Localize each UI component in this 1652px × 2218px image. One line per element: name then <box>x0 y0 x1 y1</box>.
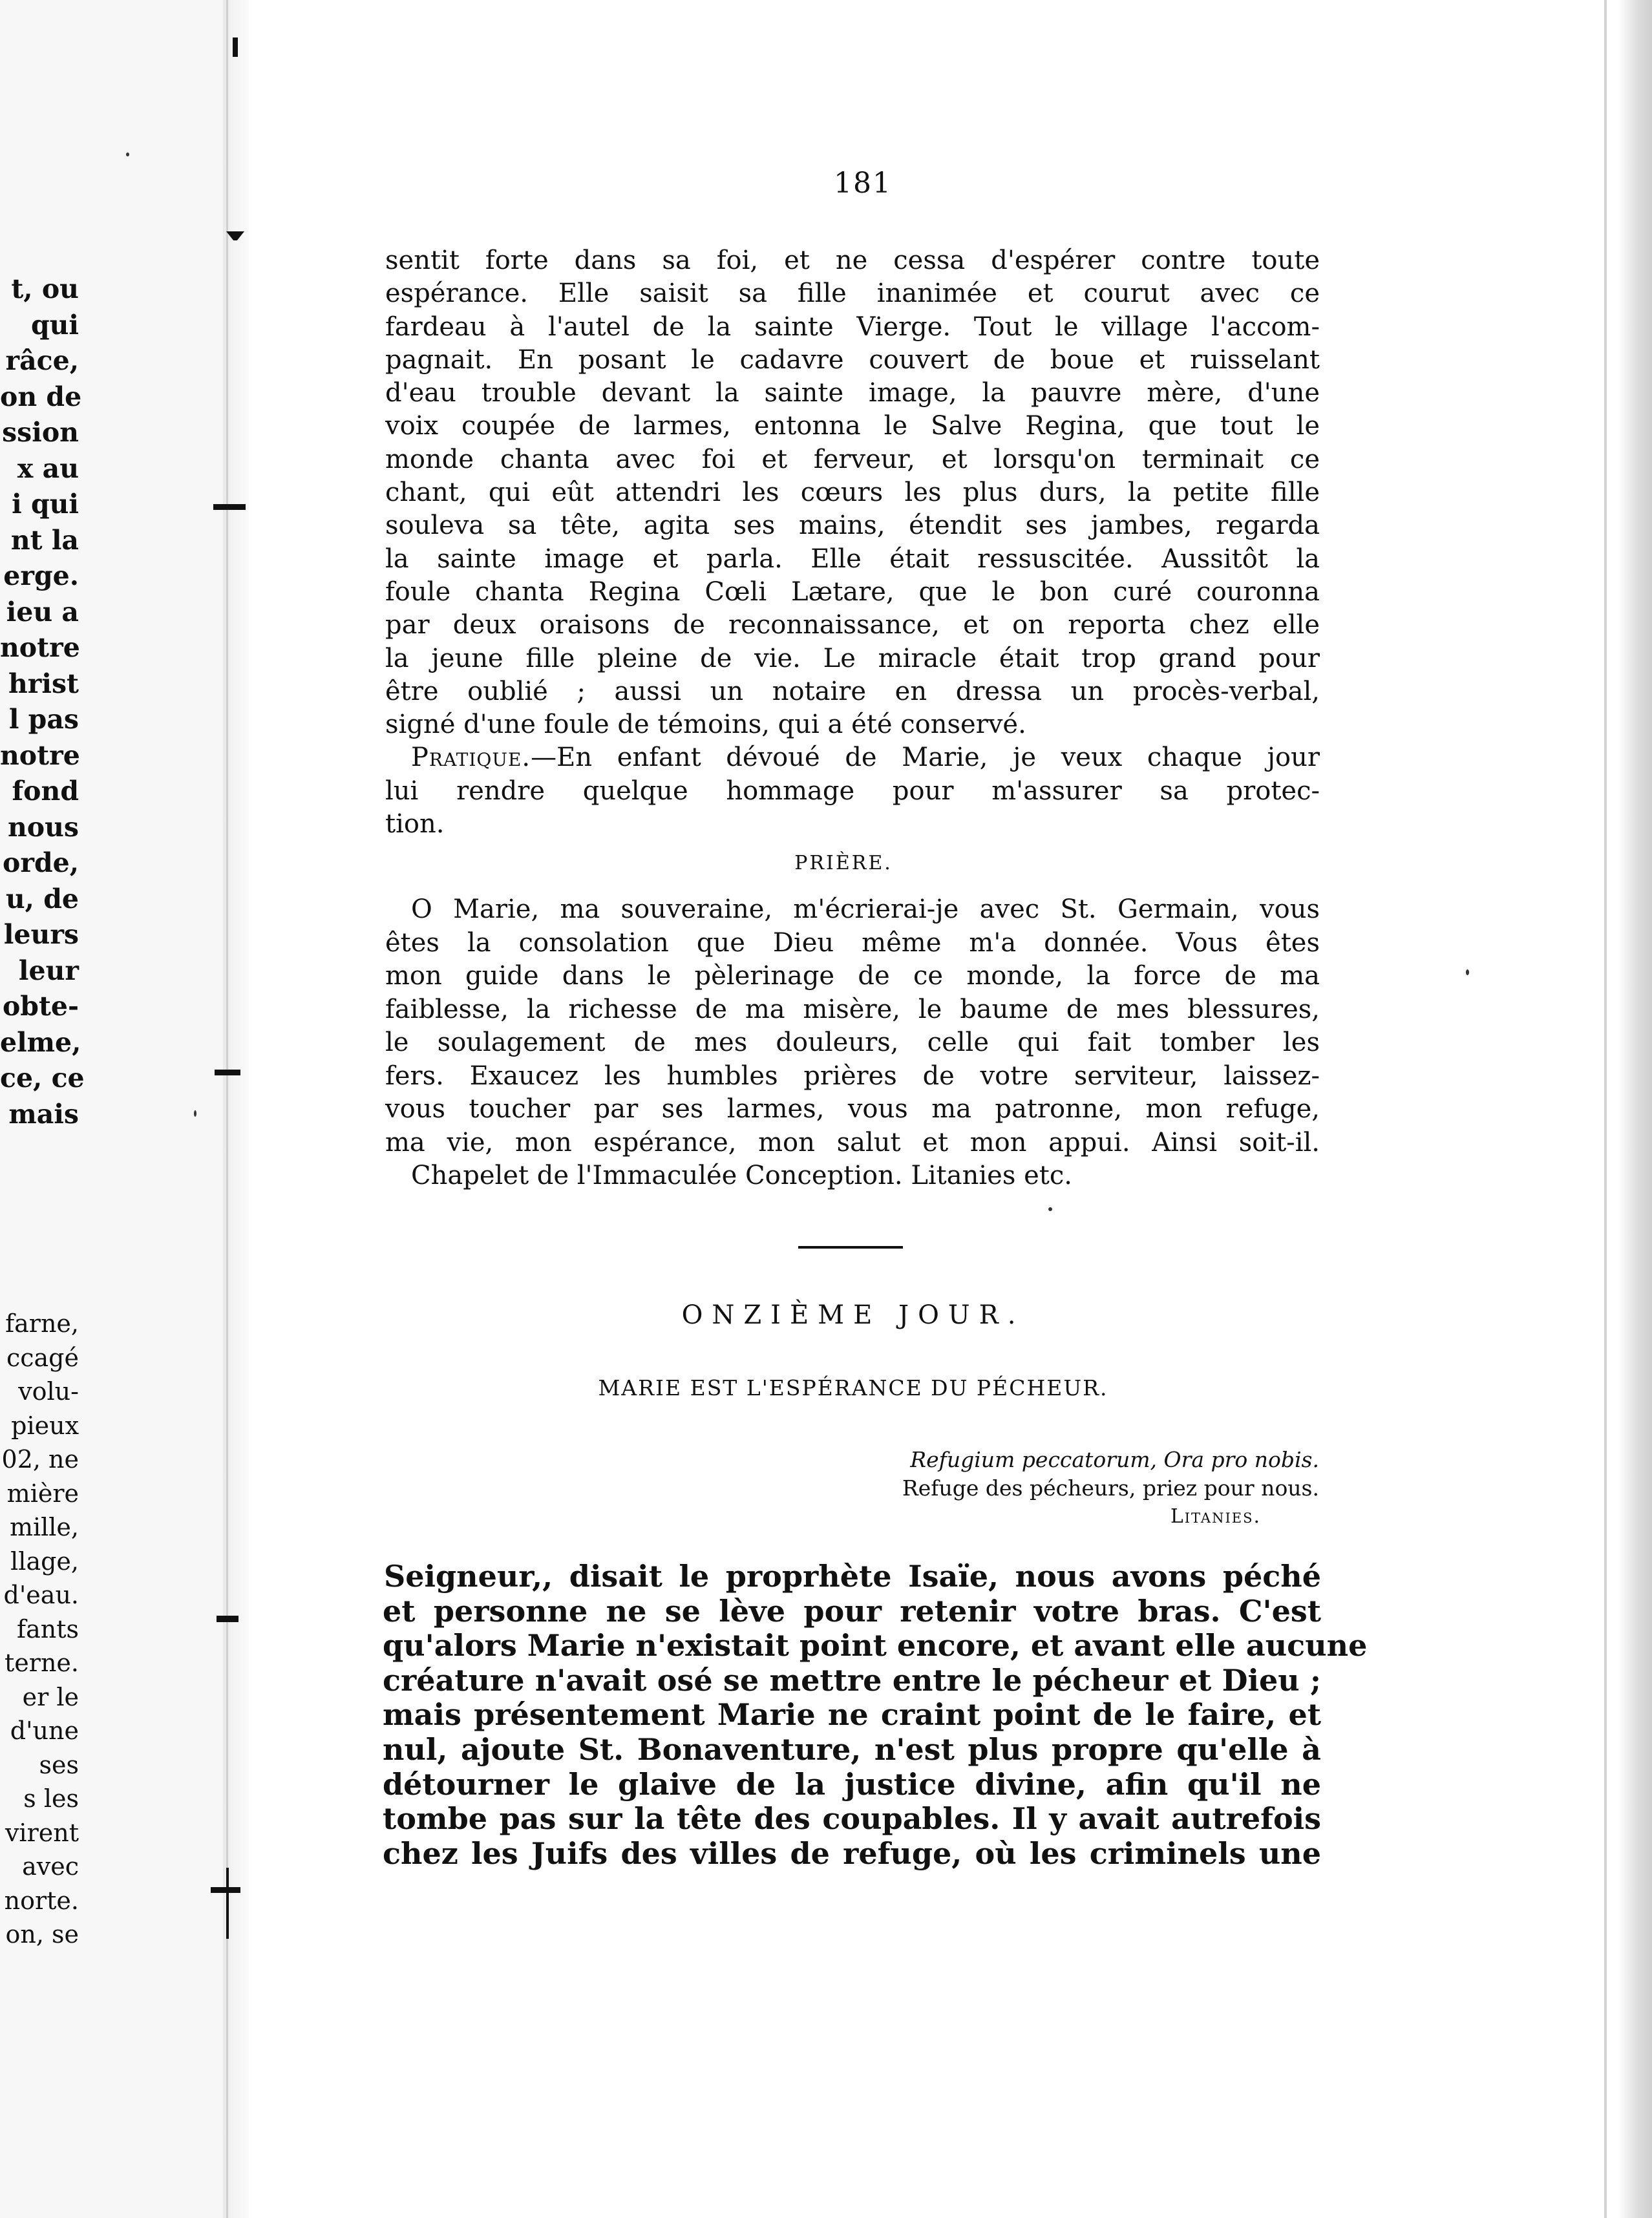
chapter-title: ONZIÈME JOUR. <box>681 1300 1025 1330</box>
facing-page-text-upper <box>0 271 85 1132</box>
print-speck <box>126 153 129 156</box>
binding-mark <box>213 504 246 510</box>
text-line: créature n'avait osé se mettre entre le pécheur et Dieu ; <box>383 1662 1321 1698</box>
facing-page-text-lower <box>0 1307 79 1952</box>
text-line: le soulagement de mes douleurs, celle qui fait tomber les <box>385 1028 1320 1057</box>
text-line: voix coupée de larmes, entonna le Salve Regina, que tout le <box>385 411 1320 441</box>
text-line: mille, <box>9 1513 79 1541</box>
binding-mark <box>211 1887 240 1893</box>
text-line: virent <box>5 1818 79 1847</box>
text-line: nul, ajoute St. Bonaventure, n'est plus propre qu'elle à <box>383 1731 1321 1767</box>
text-line: x au <box>17 452 79 484</box>
text-line: monde chanta avec foi et ferveur, et lorsqu'on terminait ce <box>385 444 1320 474</box>
binding-mark <box>233 37 238 57</box>
text-line: détourner le glaive de la justice divine, afin qu'il ne <box>383 1766 1321 1802</box>
text-line: souleva sa tête, agita ses mains, étendit ses jambes, regarda <box>385 511 1320 541</box>
text-line: mais présentement Marie ne craint point de le faire, et <box>383 1697 1321 1733</box>
text-line: on, se <box>5 1920 79 1949</box>
pratique-text: —En enfant dévoué de Marie, je veux chaque jour <box>531 743 1320 773</box>
text-line: foule chanta Regina Cœli Lætare, que le bon curé couronna <box>385 576 1320 607</box>
page-edge <box>1618 0 1652 2218</box>
text-line: et personne ne se lève pour retenir votre bras. C'est <box>383 1593 1321 1629</box>
text-line: ses <box>39 1750 79 1779</box>
epigraph-latin: Refugium peccatorum, Ora pro nobis. <box>910 1447 1319 1472</box>
text-line: avec <box>22 1852 79 1881</box>
text-line: s les <box>23 1784 79 1813</box>
text-line: qui <box>30 309 79 341</box>
text-line: on de <box>0 381 82 412</box>
text-line: tion. <box>385 809 445 840</box>
text-line: chant, qui eût attendri les cœurs les plus durs, la petite fille <box>385 478 1320 508</box>
text-line: mon guide dans le pèlerinage de ce monde, la force de ma <box>385 961 1320 991</box>
text-line: Chapelet de l'Immaculée Conception. Litanies etc. <box>411 1161 1072 1190</box>
text-line: t, ou <box>11 273 79 304</box>
text-line: râce, <box>5 345 79 376</box>
text-line: la jeune fille pleine de vie. Le miracle était trop grand pour <box>385 643 1320 673</box>
text-line: ssion <box>2 417 79 448</box>
text-line: llage, <box>10 1547 79 1576</box>
text-line: farne, <box>5 1309 79 1338</box>
text-line: l pas <box>8 704 79 735</box>
text-line: fond <box>12 776 79 807</box>
text-line: d'eau. <box>3 1581 79 1609</box>
text-line: d'eau trouble devant la sainte image, la pauvre mère, d'une <box>385 378 1320 408</box>
text-line: leur <box>18 955 79 986</box>
text-line: mière <box>6 1479 79 1508</box>
text-line: fers. Exaucez les humbles prières de votre serviteur, laissez- <box>385 1061 1320 1091</box>
binding-mark <box>215 1070 240 1075</box>
text-line: 02, ne <box>1 1445 79 1473</box>
text-line: ce, ce <box>0 1062 85 1093</box>
binding-mark <box>226 1868 229 1939</box>
binding-mark <box>217 1616 238 1622</box>
text-line: notre <box>0 632 80 663</box>
chapter-subtitle: MARIE EST L'ESPÉRANCE DU PÉCHEUR. <box>598 1375 1108 1400</box>
text-line: fants <box>17 1614 79 1643</box>
text-line: volu- <box>18 1377 79 1406</box>
text-line: nt la <box>10 524 79 556</box>
epigraph-french: Refuge des pécheurs, priez pour nous. <box>902 1475 1319 1501</box>
pratique-label: Pratique. <box>411 743 531 773</box>
text-line: par deux oraisons de reconnaissance, et on reporta chez elle <box>385 610 1320 640</box>
section-divider <box>798 1246 903 1249</box>
prayer-paragraph <box>385 893 1320 1193</box>
epigraph <box>743 1446 1319 1531</box>
text-line: leurs <box>3 919 79 950</box>
text-line: ieu a <box>6 596 79 628</box>
text-line: être oublié ; aussi un notaire en dressa un procès-verbal, <box>385 676 1320 706</box>
prayer-heading: PRIÈRE. <box>794 852 893 874</box>
facing-page <box>0 0 223 2218</box>
text-line: terne. <box>5 1649 79 1677</box>
text-line: obte- <box>2 991 79 1022</box>
pratique-line <box>385 741 1320 774</box>
text-line: mais <box>8 1098 79 1130</box>
page-number: 181 <box>834 167 892 200</box>
text-line: ma vie, mon espérance, mon salut et mon appui. Ainsi soit-il. <box>385 1127 1320 1157</box>
text-line: sentit forte dans sa foi, et ne cessa d'espérer contre toute <box>385 246 1320 275</box>
print-speck <box>1048 1207 1052 1211</box>
text-line: espérance. Elle saisit sa fille inanimée et courut avec ce <box>385 279 1320 309</box>
text-line: pagnait. En posant le cadavre couvert de boue et ruisselant <box>385 344 1320 375</box>
text-line: er le <box>22 1682 79 1711</box>
text-line: la sainte image et parla. Elle était ressuscitée. Aussitôt la <box>385 544 1320 574</box>
text-line: pieux <box>11 1411 79 1440</box>
print-speck <box>1466 969 1469 975</box>
text-line: notre <box>0 739 80 771</box>
page-edge-line <box>1604 0 1607 2218</box>
text-line: erge. <box>3 560 79 591</box>
narrative-paragraph <box>385 244 1320 841</box>
text-line: qu'alors Marie n'existait point encore, et avant elle aucune <box>383 1628 1368 1664</box>
epigraph-source: Litanies. <box>1170 1505 1261 1528</box>
text-line: norte. <box>4 1886 79 1915</box>
text-line: signé d'une foule de témoins, qui a été conservé. <box>385 710 1026 740</box>
text-line: i qui <box>12 489 79 520</box>
opening-paragraph <box>383 1559 1368 1871</box>
text-line: hrist <box>8 668 79 699</box>
text-line: O Marie, ma souveraine, m'écrierai-je avec St. Germain, vous <box>411 894 1320 924</box>
text-line: chez les Juifs des villes de refuge, où les criminels une <box>383 1835 1321 1871</box>
text-line: vous toucher par ses larmes, vous ma patronne, mon refuge, <box>385 1094 1320 1124</box>
text-line: fardeau à l'autel de la sainte Vierge. Tout le village l'accom- <box>385 312 1320 342</box>
print-speck <box>194 1110 196 1117</box>
text-line: orde, <box>3 847 79 878</box>
text-line: ccagé <box>6 1343 79 1372</box>
text-line: tombe pas sur la tête des coupables. Il y avait autrefois <box>383 1801 1321 1837</box>
text-line: faiblesse, la richesse de ma misère, le baume de mes blessures, <box>385 994 1320 1024</box>
text-line: d'une <box>10 1716 79 1745</box>
text-line: nous <box>7 811 79 843</box>
text-line: lui rendre quelque hommage pour m'assurer sa protec- <box>385 776 1320 806</box>
text-line: êtes la consolation que Dieu même m'a donnée. Vous êtes <box>385 927 1320 958</box>
text-line: Seigneur,, disait le proprhète Isaïe, nous avons péché <box>384 1559 1321 1594</box>
text-line: u, de <box>5 883 79 914</box>
text-line: elme, <box>0 1026 81 1058</box>
